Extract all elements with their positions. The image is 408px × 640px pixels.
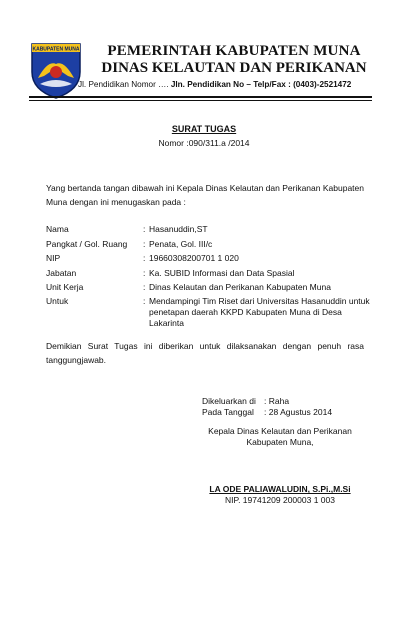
issued-at-value: : Raha bbox=[264, 396, 290, 406]
issued-date-label: Pada Tanggal bbox=[202, 407, 254, 417]
issued-at-label: Dikeluarkan di bbox=[202, 396, 256, 406]
logo-text: KABUPATEN MUNA bbox=[32, 46, 80, 53]
document-title-text: SURAT TUGAS bbox=[171, 124, 237, 134]
issued-at-row bbox=[202, 396, 332, 407]
field-value: : 19660308200701 1 020 bbox=[143, 253, 239, 263]
intro-paragraph: Yang bertanda tangan dibawah ini Kepala Dinas Kelautan dan Perikanan Kabupaten Muna dengan ini menugaskan pada : bbox=[46, 183, 364, 207]
signatory-office bbox=[195, 426, 365, 448]
issued-date-value: : 28 Agustus 2014 bbox=[264, 407, 333, 417]
field-label: NIP bbox=[46, 253, 61, 263]
field-value: : Penata, Gol. III/c bbox=[143, 239, 213, 249]
field-value: : Dinas Kelautan dan Perikanan Kabupaten Muna bbox=[143, 282, 331, 292]
signatory-office-line1: Kepala Dinas Kelautan dan Perikanan bbox=[208, 426, 352, 436]
document-number: Nomor :090/311.a /2014 bbox=[158, 138, 250, 148]
address-prefix: Jl. Pendidikan Nomor …. bbox=[78, 80, 171, 89]
letterhead-rule-thick bbox=[29, 96, 372, 98]
field-label: Jabatan bbox=[46, 268, 77, 278]
letterhead-agency: DINAS KELAUTAN DAN PERIKANAN bbox=[101, 60, 367, 76]
signatory-office-line2: Kabupaten Muna, bbox=[246, 437, 314, 447]
signatory-nip: NIP. 19741209 200003 1 003 bbox=[225, 495, 335, 505]
address-contact: Jln. Pendidikan No – Telp/Fax : (0403)-2521472 bbox=[170, 80, 352, 89]
closing-paragraph: Demikian Surat Tugas ini diberikan untuk dilaksanakan dengan penuh rasa tanggungjawab. bbox=[46, 341, 364, 365]
letterhead-address bbox=[78, 80, 351, 89]
letterhead-rule-thin bbox=[29, 100, 372, 101]
field-value: : Ka. SUBID Informasi dan Data Spasial bbox=[143, 268, 295, 278]
field-label: Pangkat / Gol. Ruang bbox=[46, 239, 128, 249]
field-value: : Hasanuddin,ST bbox=[143, 224, 208, 234]
field-label: Unit Kerja bbox=[46, 282, 84, 292]
signatory-name-text: LA ODE PALIAWALUDIN, S.Pi.,M.Si bbox=[209, 484, 351, 494]
field-label: Nama bbox=[46, 224, 69, 234]
document-title bbox=[0, 124, 408, 134]
field-label: Untuk bbox=[46, 296, 69, 306]
issued-date-row bbox=[202, 407, 332, 418]
signatory-name bbox=[195, 484, 365, 494]
issuance-details bbox=[202, 396, 332, 418]
letterhead-government: PEMERINTAH KABUPATEN MUNA bbox=[107, 43, 361, 59]
field-value: : Mendampingi Tim Riset dari Universitas Hasanuddin untuk penetapan daerah KKPD Kabupaten Muna di Desa Lakarinta bbox=[143, 296, 370, 328]
